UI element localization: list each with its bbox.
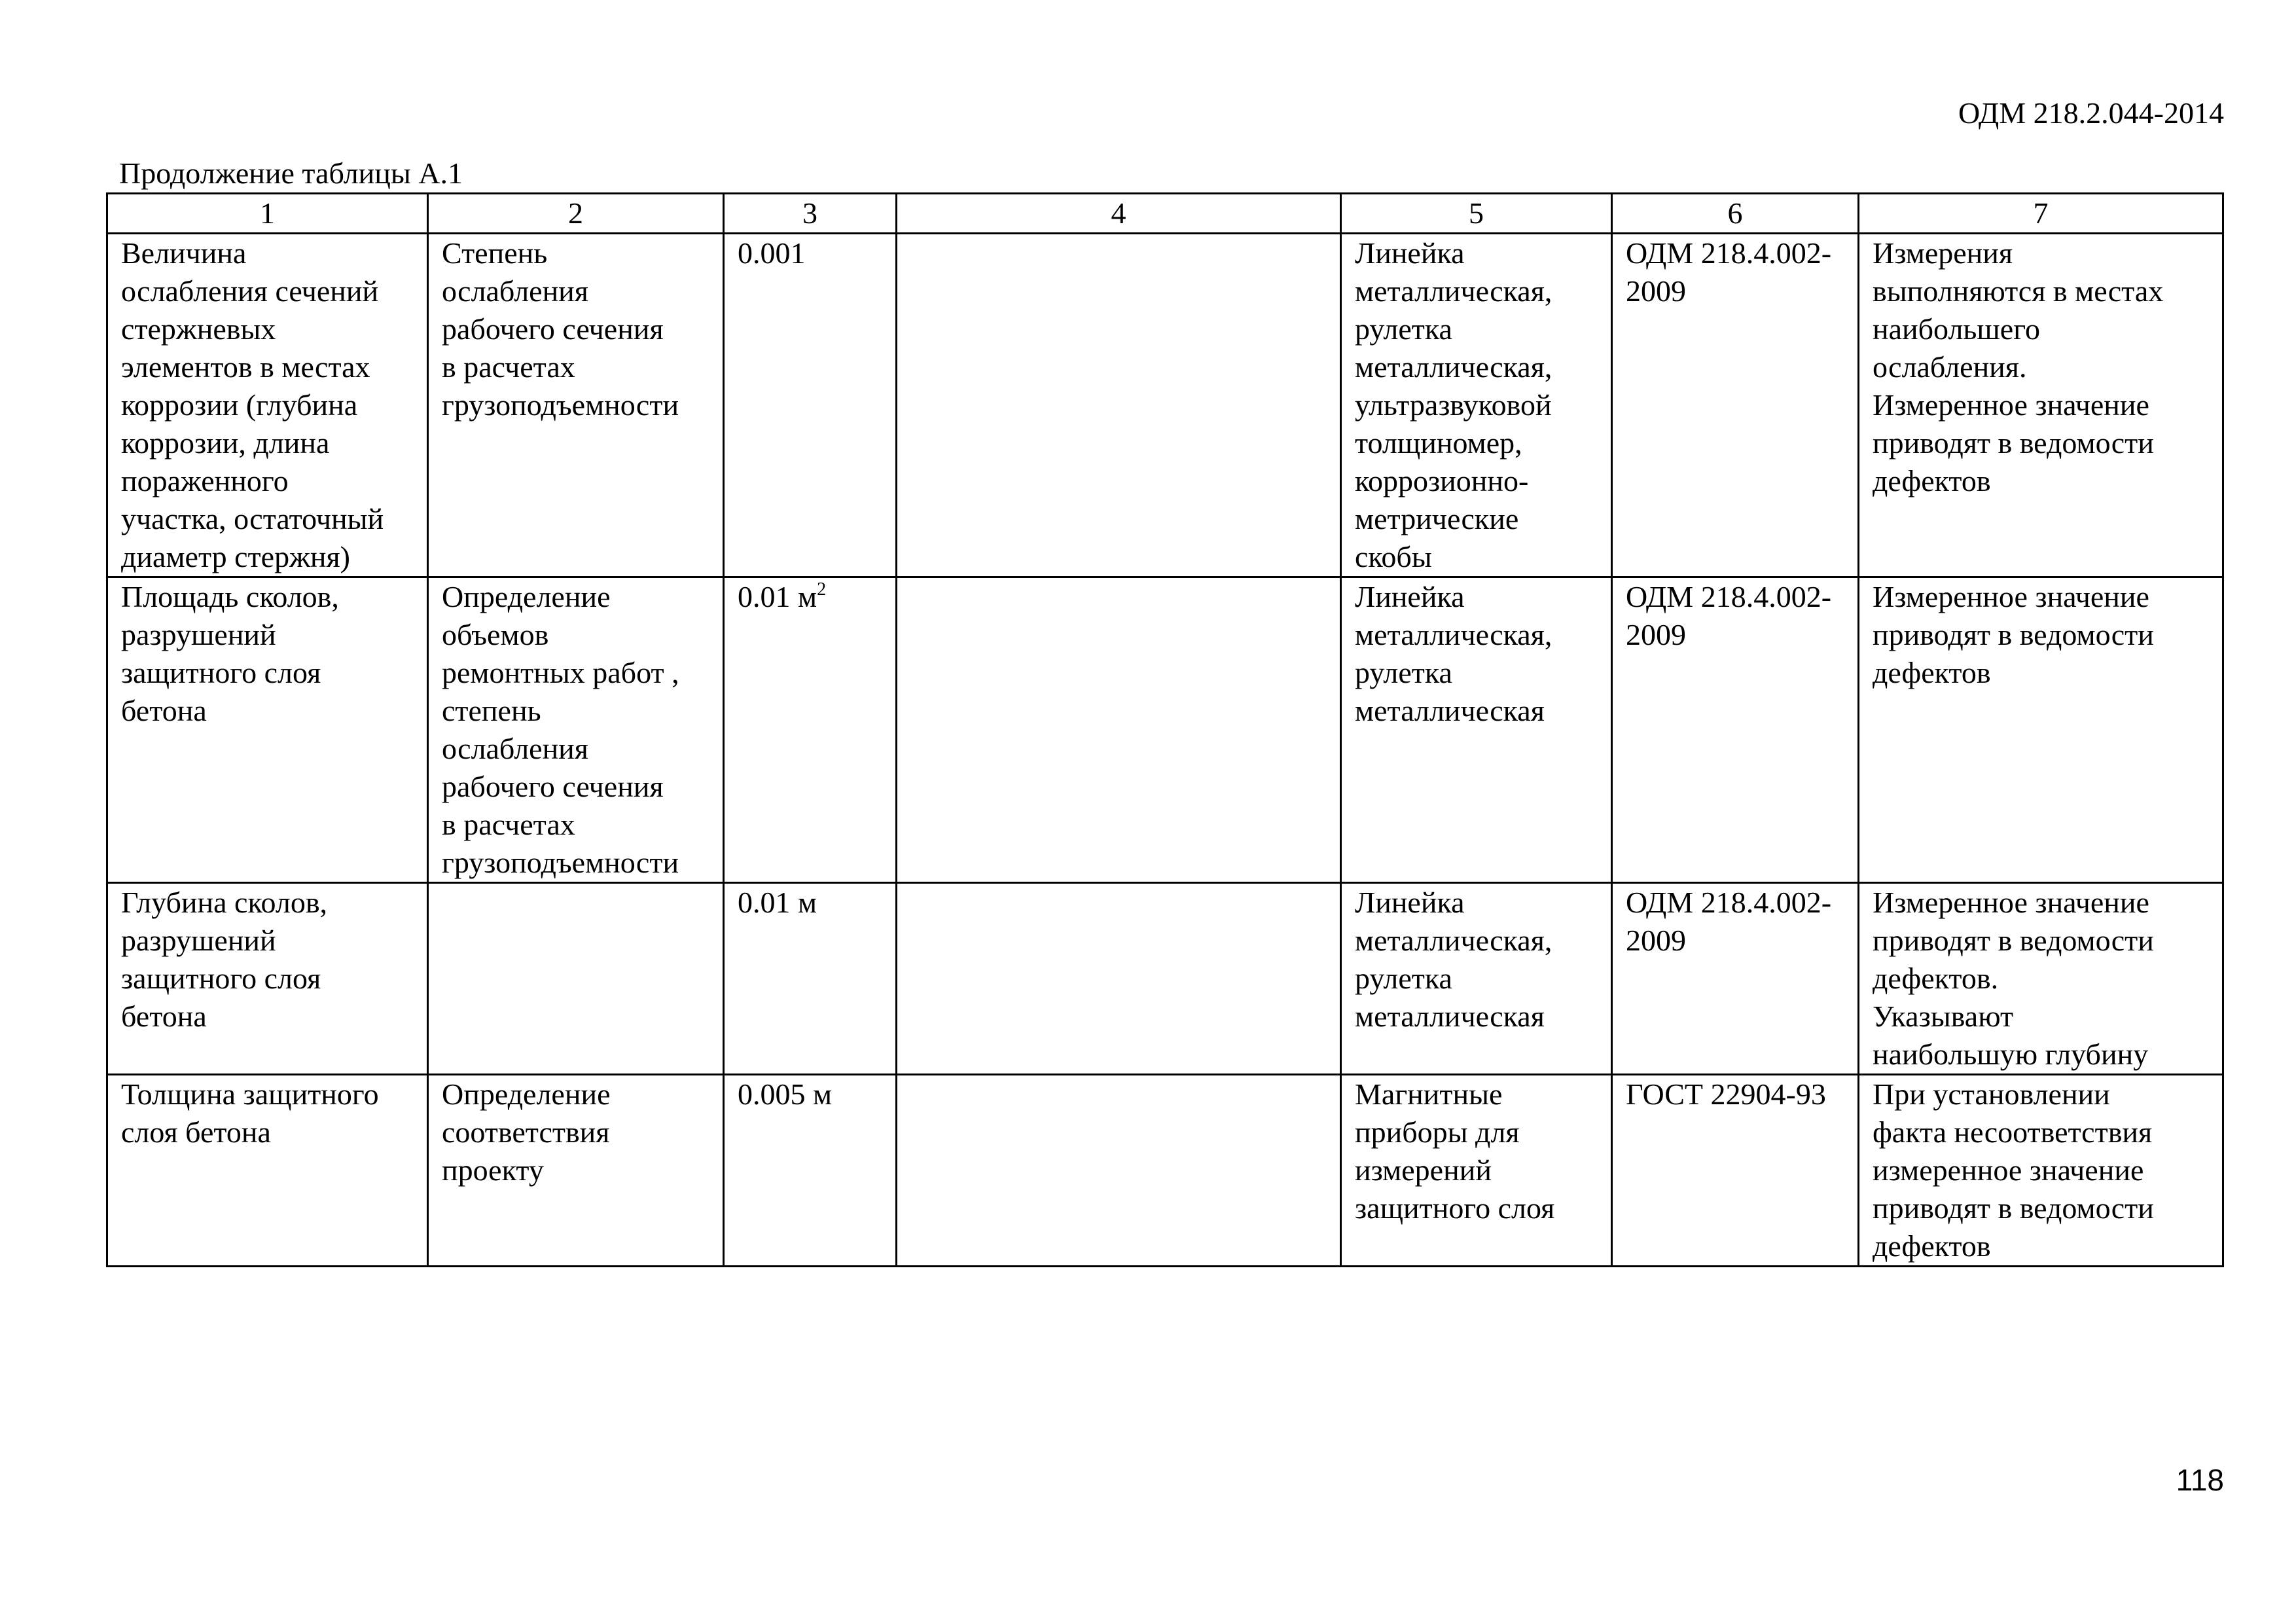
cell-instrument — [1341, 234, 1612, 577]
cell-text-line: измеренное значение — [1873, 1153, 2144, 1187]
cell-instrument — [1341, 577, 1612, 883]
cell-text-line: Площадь сколов, — [121, 580, 339, 613]
cell-purpose — [428, 883, 724, 1075]
cell-text-line: ослабления — [442, 732, 588, 765]
cell-note — [1859, 577, 2223, 883]
column-header-7: 7 — [1859, 194, 2223, 234]
table-body — [107, 234, 2223, 1267]
cell-text-line: степень — [442, 694, 541, 727]
cell-text-line: Линейка — [1355, 580, 1465, 613]
cell-text-line: рабочего сечения — [442, 770, 664, 803]
cell-text-line: При установлении — [1873, 1077, 2110, 1111]
cell-text-line: ГОСТ 22904-93 — [1626, 1077, 1826, 1111]
cell-normative-doc — [1612, 1075, 1859, 1267]
cell-text-line: коррозии, длина — [121, 426, 330, 460]
cell-text-line: Указывают — [1873, 1000, 2014, 1033]
cell-text-line: Магнитные — [1355, 1077, 1503, 1111]
column-header-4: 4 — [897, 194, 1341, 234]
cell-instrument — [1341, 883, 1612, 1075]
cell-text-line: грузоподъемности — [442, 388, 679, 422]
cell-text: 0.001 — [738, 236, 806, 270]
cell-text-line: наибольшую глубину — [1873, 1038, 2149, 1071]
cell-text-line: скобы — [1355, 540, 1432, 573]
table-row — [107, 577, 2223, 883]
cell-text-line: коррозии (глубина — [121, 388, 358, 422]
cell-empty — [897, 234, 1341, 577]
cell-text-line: рулетка — [1355, 962, 1452, 995]
cell-note — [1859, 234, 2223, 577]
cell-purpose — [428, 577, 724, 883]
cell-text-line: защитного слоя — [121, 656, 321, 689]
column-header-5: 5 — [1341, 194, 1612, 234]
cell-text-line: ОДМ 218.4.002- — [1626, 236, 1832, 270]
cell-text: 0.01 м — [738, 886, 817, 919]
cell-text-line: элементов в местах — [121, 350, 370, 384]
table-caption: Продолжение таблицы А.1 — [119, 156, 463, 190]
cell-text-line: ослабления сечений — [121, 274, 379, 308]
page-number: 118 — [2176, 1463, 2224, 1497]
cell-text-line: разрушений — [121, 618, 276, 651]
data-table — [106, 192, 2224, 1267]
cell-text-line: в расчетах — [442, 350, 575, 384]
cell-text: 0.01 м — [738, 580, 817, 613]
cell-text-line: металлическая, — [1355, 350, 1552, 384]
cell-text-line: выполняются в местах — [1873, 274, 2164, 308]
cell-text-line: ультразвуковой — [1355, 388, 1552, 422]
cell-text-line: Измеренное значение — [1873, 580, 2149, 613]
cell-text-line: ослабления — [442, 274, 588, 308]
cell-text-line: приводят в ведомости — [1873, 924, 2154, 957]
cell-text-line: Глубина сколов, — [121, 886, 328, 919]
cell-text-line: проекту — [442, 1153, 544, 1187]
cell-text-line: измерений — [1355, 1153, 1492, 1187]
cell-accuracy — [724, 1075, 897, 1267]
cell-text-line: разрушений — [121, 924, 276, 957]
cell-text-line: дефектов — [1873, 1229, 1991, 1263]
cell-text-line: металлическая, — [1355, 618, 1552, 651]
cell-text-line: толщиномер, — [1355, 426, 1522, 460]
cell-text-line: стержневых — [121, 312, 276, 346]
cell-text-line: приводят в ведомости — [1873, 618, 2154, 651]
cell-text-line: бетона — [121, 1000, 207, 1033]
cell-text-line: дефектов — [1873, 656, 1991, 689]
cell-text-line: соответствия — [442, 1115, 610, 1149]
cell-text-line: коррозионно- — [1355, 464, 1529, 497]
cell-normative-doc — [1612, 883, 1859, 1075]
cell-note — [1859, 1075, 2223, 1267]
cell-parameter — [107, 883, 428, 1075]
cell-text-line: ОДМ 218.4.002- — [1626, 886, 1832, 919]
cell-text-line: приводят в ведомости — [1873, 426, 2154, 460]
cell-text-line: бетона — [121, 694, 207, 727]
cell-normative-doc — [1612, 577, 1859, 883]
cell-text-line: факта несоответствия — [1873, 1115, 2153, 1149]
cell-text-line: Степень — [442, 236, 548, 270]
cell-empty — [897, 1075, 1341, 1267]
column-header-2: 2 — [428, 194, 724, 234]
cell-purpose — [428, 234, 724, 577]
cell-text-line: в расчетах — [442, 808, 575, 841]
cell-parameter — [107, 577, 428, 883]
cell-text-line: дефектов. — [1873, 962, 1999, 995]
cell-text-line: металлическая, — [1355, 274, 1552, 308]
cell-text-line: Линейка — [1355, 886, 1465, 919]
cell-text-line: металлическая, — [1355, 924, 1552, 957]
cell-text-line: Величина — [121, 236, 247, 270]
unit-exponent: 2 — [817, 579, 827, 600]
cell-text-line: Измеренное значение — [1873, 388, 2149, 422]
cell-text-line: металлическая — [1355, 1000, 1545, 1033]
cell-text-line: рабочего сечения — [442, 312, 664, 346]
cell-text-line: 2009 — [1626, 274, 1686, 308]
cell-note — [1859, 883, 2223, 1075]
cell-parameter — [107, 1075, 428, 1267]
cell-accuracy — [724, 577, 897, 883]
cell-text-line: Измерения — [1873, 236, 2013, 270]
column-header-3: 3 — [724, 194, 897, 234]
cell-text-line: защитного слоя — [121, 962, 321, 995]
table-row — [107, 1075, 2223, 1267]
cell-text-line: участка, остаточный — [121, 502, 384, 535]
cell-text-line: Измеренное значение — [1873, 886, 2149, 919]
cell-text-line: рулетка — [1355, 656, 1452, 689]
header-row — [107, 194, 2223, 234]
column-header-1: 1 — [107, 194, 428, 234]
cell-text-line: наибольшего — [1873, 312, 2040, 346]
cell-parameter — [107, 234, 428, 577]
cell-empty — [897, 883, 1341, 1075]
cell-text-line: Определение — [442, 1077, 611, 1111]
cell-text-line: рулетка — [1355, 312, 1452, 346]
cell-normative-doc — [1612, 234, 1859, 577]
cell-text: 0.005 м — [738, 1077, 833, 1111]
cell-text-line: Линейка — [1355, 236, 1465, 270]
cell-text-line: диаметр стержня) — [121, 540, 350, 573]
cell-text-line: защитного слоя — [1355, 1191, 1555, 1225]
cell-text-line: 2009 — [1626, 618, 1686, 651]
cell-text-line: дефектов — [1873, 464, 1991, 497]
cell-empty — [897, 577, 1341, 883]
table-row — [107, 234, 2223, 577]
cell-purpose — [428, 1075, 724, 1267]
cell-text-line: ослабления. — [1873, 350, 2027, 384]
column-header-6: 6 — [1612, 194, 1859, 234]
cell-text-line: ОДМ 218.4.002- — [1626, 580, 1832, 613]
cell-instrument — [1341, 1075, 1612, 1267]
cell-text-line: приборы для — [1355, 1115, 1520, 1149]
table-row — [107, 883, 2223, 1075]
cell-text-line: грузоподъемности — [442, 846, 679, 879]
cell-accuracy — [724, 234, 897, 577]
cell-text-line: слоя бетона — [121, 1115, 271, 1149]
cell-accuracy — [724, 883, 897, 1075]
document-code: ОДМ 218.2.044-2014 — [1958, 96, 2224, 130]
cell-text-line: ремонтных работ , — [442, 656, 679, 689]
cell-text-line: 2009 — [1626, 924, 1686, 957]
cell-text-line: пораженного — [121, 464, 289, 497]
cell-text-line: Определение — [442, 580, 611, 613]
cell-text-line: метрические — [1355, 502, 1519, 535]
table-header — [107, 194, 2223, 234]
cell-text-line: объемов — [442, 618, 549, 651]
cell-text-line: приводят в ведомости — [1873, 1191, 2154, 1225]
cell-text-line: Толщина защитного — [121, 1077, 379, 1111]
cell-text-line: металлическая — [1355, 694, 1545, 727]
